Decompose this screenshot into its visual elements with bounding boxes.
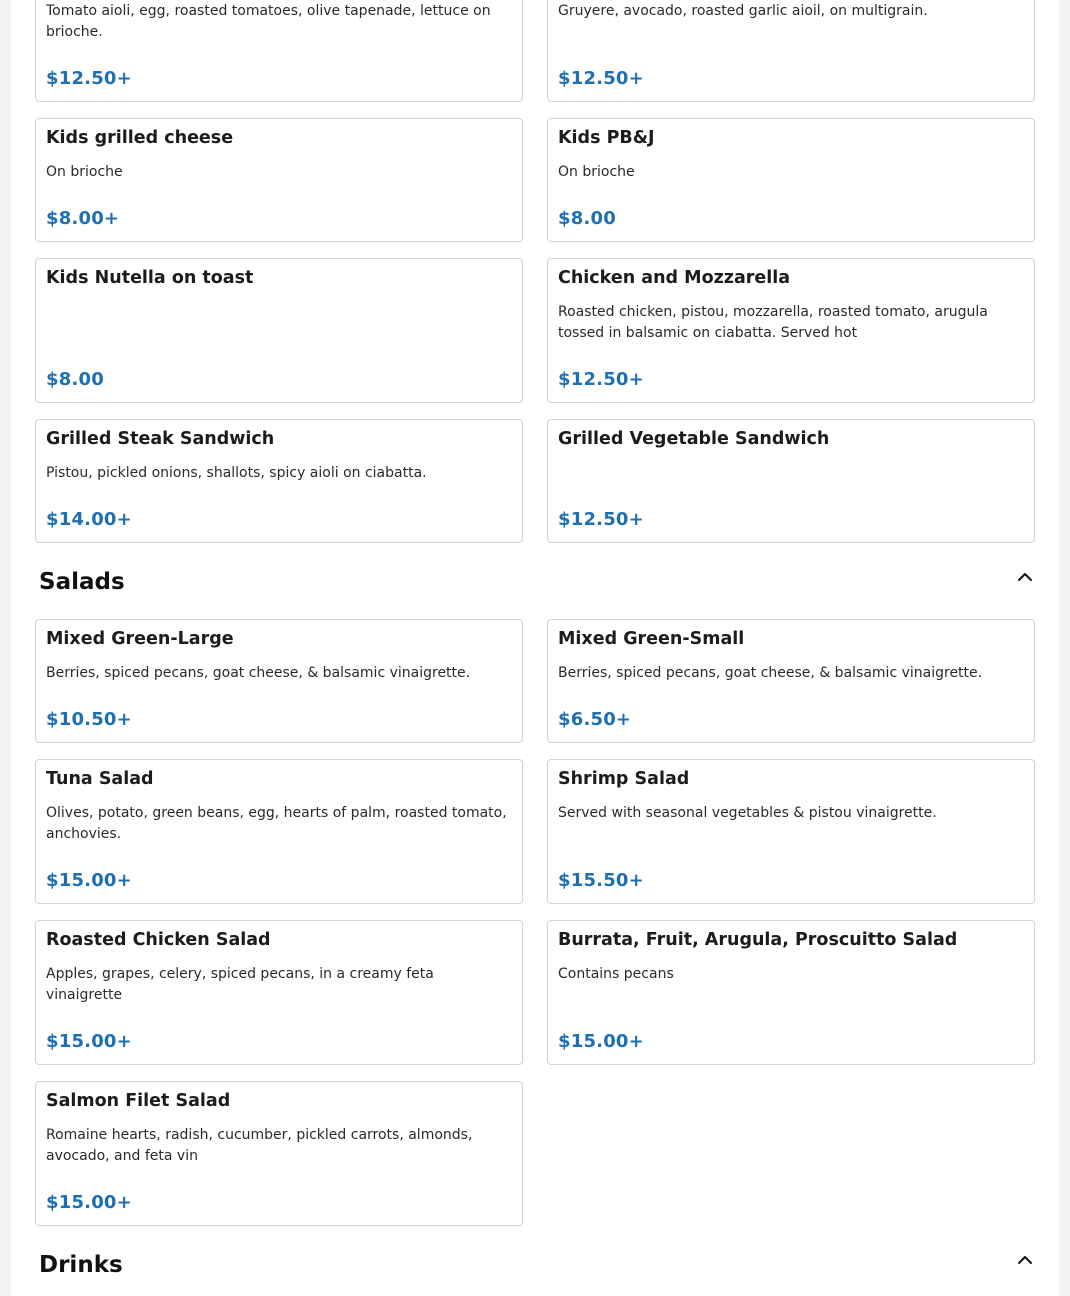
menu-item-price: $15.00+	[558, 1031, 644, 1052]
menu-item-description: Roasted chicken, pistou, mozzarella, roasted tomato, arugula tossed in balsamic on ciabatta. Served hot	[558, 304, 988, 341]
menu-item-price: $15.00+	[46, 1031, 132, 1052]
menu-item-card[interactable]	[35, 419, 523, 543]
menu-item-description: Contains pecans	[558, 966, 674, 982]
menu-item-price: $14.00+	[46, 509, 132, 530]
menu-item-description: Tomato aioli, egg, roasted tomatoes, olive tapenade, lettuce on brioche.	[46, 3, 491, 40]
menu-item-name: Shrimp Salad	[558, 769, 690, 789]
menu-item-description: On brioche	[558, 164, 635, 180]
menu-item-name: Tuna Salad	[46, 769, 154, 789]
menu-item-description: Berries, spiced pecans, goat cheese, & balsamic vinaigrette.	[46, 665, 471, 681]
chevron-up-icon	[1015, 1250, 1035, 1270]
menu-item-card[interactable]	[35, 118, 523, 242]
menu-item-card[interactable]	[547, 258, 1035, 403]
drinks-collapse-button[interactable]	[1015, 1250, 1035, 1270]
menu-item-card[interactable]	[547, 759, 1035, 904]
menu-item-card[interactable]	[35, 920, 523, 1065]
menu-item-name: Kids PB&J	[558, 128, 655, 148]
menu-item-price: $10.50+	[46, 709, 132, 730]
menu-item-card[interactable]	[547, 118, 1035, 242]
menu-item-card[interactable]	[35, 0, 523, 102]
menu-item-price: $12.50+	[558, 509, 644, 530]
menu-item-description: Olives, potato, green beans, egg, hearts of palm, roasted tomato, anchovies.	[46, 805, 507, 842]
section-title-salads: Salads	[39, 569, 125, 595]
menu-page	[11, 0, 1059, 1296]
menu-item-name: Mixed Green-Large	[46, 629, 234, 649]
menu-item-price: $12.50+	[558, 68, 644, 89]
menu-item-card[interactable]	[547, 920, 1035, 1065]
menu-item-price: $15.50+	[558, 870, 644, 891]
menu-item-price: $8.00	[558, 208, 616, 229]
menu-item-name: Grilled Vegetable Sandwich	[558, 429, 830, 449]
menu-item-card[interactable]	[35, 759, 523, 904]
menu-item-card[interactable]	[35, 258, 523, 403]
menu-item-card[interactable]	[547, 619, 1035, 743]
chevron-up-icon	[1015, 567, 1035, 587]
menu-item-description: Served with seasonal vegetables & pistou vinaigrette.	[558, 805, 937, 821]
section-title-drinks: Drinks	[39, 1252, 123, 1278]
menu-item-name: Mixed Green-Small	[558, 629, 745, 649]
menu-item-description: Gruyere, avocado, roasted garlic aioil, on multigrain.	[558, 3, 928, 19]
menu-item-description: Berries, spiced pecans, goat cheese, & balsamic vinaigrette.	[558, 665, 983, 681]
menu-item-name: Grilled Steak Sandwich	[46, 429, 275, 449]
menu-item-card[interactable]	[547, 0, 1035, 102]
menu-item-price: $12.50+	[558, 369, 644, 390]
menu-item-name: Roasted Chicken Salad	[46, 930, 271, 950]
menu-item-price: $6.50+	[558, 709, 632, 730]
menu-item-price: $15.00+	[46, 1192, 132, 1213]
menu-item-name: Kids Nutella on toast	[46, 268, 254, 288]
menu-item-name: Burrata, Fruit, Arugula, Proscuitto Salad	[558, 930, 958, 950]
menu-item-price: $15.00+	[46, 870, 132, 891]
menu-item-price: $8.00+	[46, 208, 120, 229]
menu-item-price: $8.00	[46, 369, 104, 390]
salads-collapse-button[interactable]	[1015, 567, 1035, 587]
menu-item-description: Romaine hearts, radish, cucumber, pickled carrots, almonds, avocado, and feta vin	[46, 1127, 473, 1164]
menu-item-card[interactable]	[35, 619, 523, 743]
menu-item-name: Salmon Filet Salad	[46, 1091, 231, 1111]
menu-item-card[interactable]	[35, 1081, 523, 1226]
menu-item-name: Chicken and Mozzarella	[558, 268, 791, 288]
menu-item-name: Kids grilled cheese	[46, 128, 234, 148]
menu-item-description: Pistou, pickled onions, shallots, spicy aioli on ciabatta.	[46, 465, 427, 481]
menu-item-card[interactable]	[547, 419, 1035, 543]
menu-item-description: Apples, grapes, celery, spiced pecans, in a creamy feta vinaigrette	[46, 966, 434, 1003]
menu-item-description: On brioche	[46, 164, 123, 180]
menu-item-price: $12.50+	[46, 68, 132, 89]
